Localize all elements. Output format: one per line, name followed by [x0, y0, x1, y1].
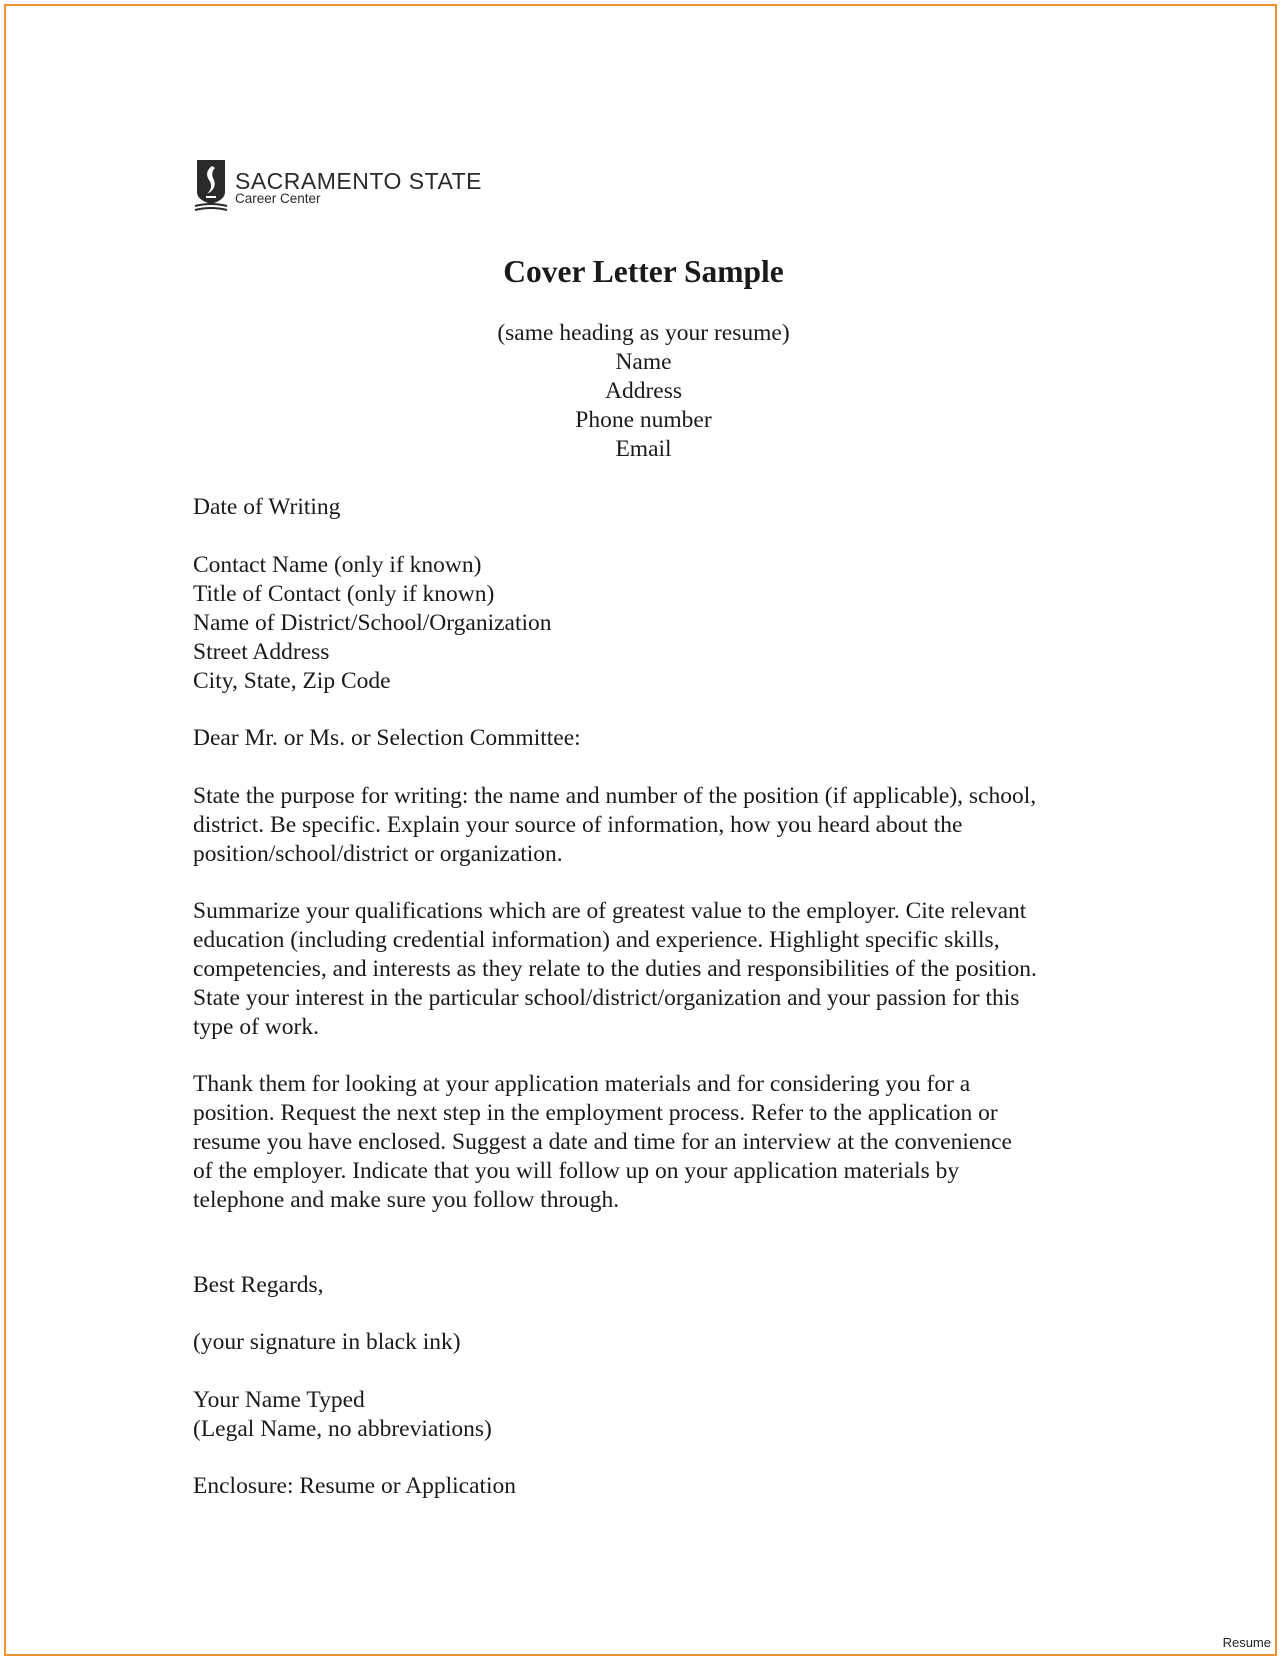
heading-name: Name	[615, 349, 672, 375]
paragraph-line: of the employer. Indicate that you will follow up on your application materials by	[193, 1158, 960, 1184]
closing: Best Regards,	[193, 1272, 324, 1298]
paragraph-line: State your interest in the particular school/district/organization and your passion for this	[193, 985, 1020, 1011]
sacramento-state-logo	[193, 158, 482, 214]
paragraph-line: position. Request the next step in the employment process. Refer to the application or	[193, 1100, 998, 1126]
paragraph-line: resume you have enclosed. Suggest a date and time for an interview at the convenience	[193, 1129, 1012, 1155]
recipient-organization: Name of District/School/Organization	[193, 610, 552, 636]
typed-name-block	[193, 1386, 492, 1444]
paragraph-qualifications	[193, 897, 1037, 1042]
paragraph-line: district. Be specific. Explain your source of information, how you heard about the	[193, 812, 963, 838]
paragraph-line: State the purpose for writing: the name and number of the position (if applicable), school,	[193, 783, 1037, 809]
sender-heading	[0, 319, 1287, 464]
signature-note: (your signature in black ink)	[193, 1329, 461, 1355]
date-line: Date of Writing	[193, 494, 341, 520]
recipient-block	[193, 551, 552, 696]
hornet-flame-icon	[193, 158, 229, 214]
legal-name-note: (Legal Name, no abbreviations)	[193, 1416, 492, 1442]
heading-address: Address	[604, 378, 683, 404]
logo-name: SACRAMENTO STATE	[235, 168, 482, 194]
paragraph-line: Summarize your qualifications which are of greatest value to the employer. Cite relevant	[193, 898, 1027, 924]
page-title: Cover Letter Sample	[503, 254, 784, 289]
paragraph-line: education (including credential information) and experience. Highlight specific skills,	[193, 927, 1000, 953]
logo-subtitle: Career Center	[235, 191, 321, 206]
typed-name: Your Name Typed	[193, 1387, 365, 1413]
heading-email: Email	[615, 436, 672, 462]
recipient-contact-title: Title of Contact (only if known)	[193, 581, 495, 607]
recipient-street: Street Address	[193, 639, 330, 665]
footer-tag: Resume	[1222, 1635, 1271, 1650]
paragraph-line: telephone and make sure you follow through.	[193, 1187, 620, 1213]
paragraph-line: competencies, and interests as they relate to the duties and responsibilities of the position.	[193, 956, 1037, 982]
heading-phone: Phone number	[575, 407, 712, 433]
recipient-contact-name: Contact Name (only if known)	[193, 552, 482, 578]
salutation: Dear Mr. or Ms. or Selection Committee:	[193, 725, 581, 751]
paragraph-line: type of work.	[193, 1014, 319, 1040]
recipient-city: City, State, Zip Code	[193, 668, 391, 694]
enclosure-line: Enclosure: Resume or Application	[193, 1473, 517, 1499]
paragraph-line: Thank them for looking at your application materials and for considering you for a	[193, 1071, 971, 1097]
heading-note: (same heading as your resume)	[497, 320, 790, 346]
paragraph-purpose	[193, 782, 1036, 869]
paragraph-closing	[193, 1070, 1012, 1215]
paragraph-line: position/school/district or organization.	[193, 841, 563, 867]
